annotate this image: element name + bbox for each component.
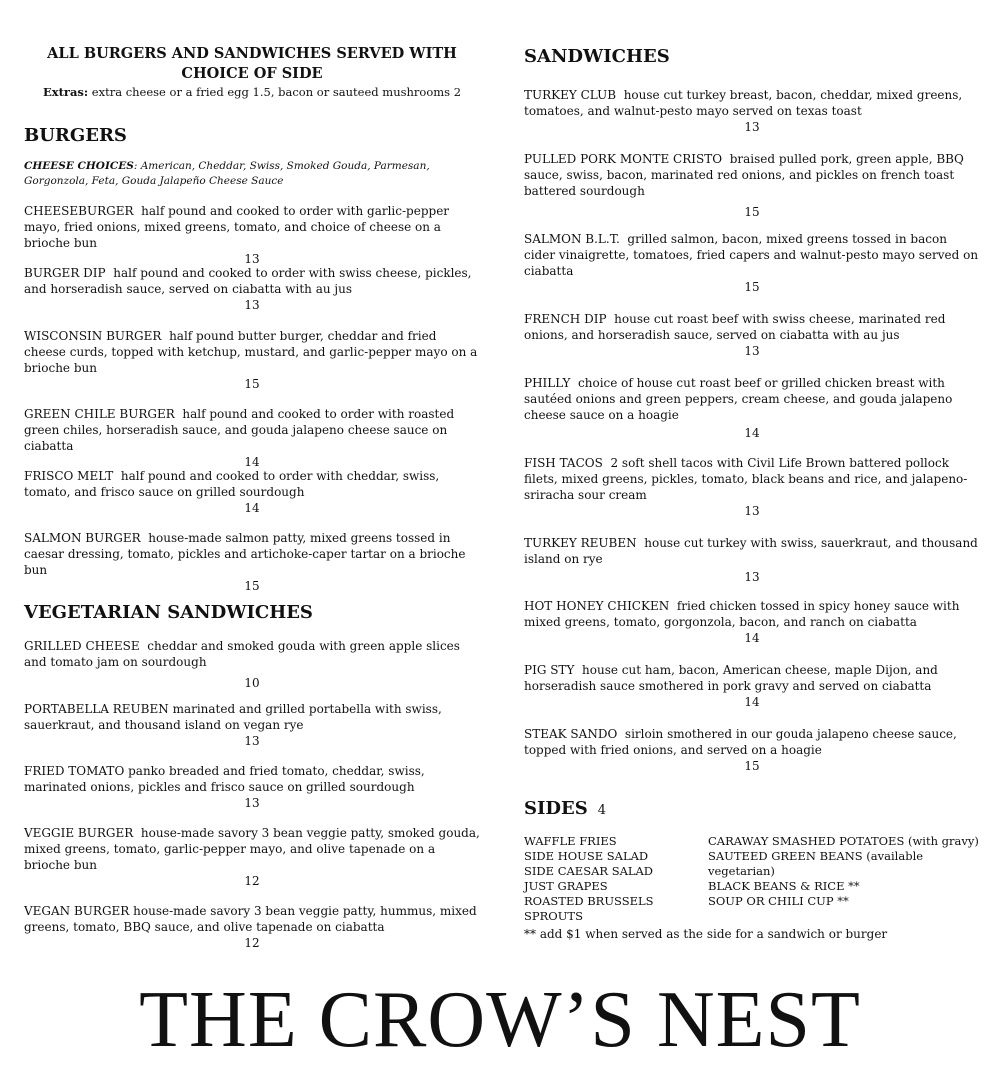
item-price: 14 [244, 455, 260, 469]
menu-item-cheeseburger [24, 203, 480, 267]
extras-line [24, 84, 480, 100]
menu-item-pulled-pork-monte-cristo [524, 151, 980, 220]
item-price: 15 [244, 377, 260, 391]
item-price: 13 [744, 344, 760, 358]
item-desc: half pound butter burger, cheddar and fried cheese curds, topped with ketchup, mustard, and garlic-pepper mayo on a brioche bun [24, 329, 478, 375]
item-price: 14 [744, 695, 760, 709]
burgers-title: BURGERS [24, 125, 127, 146]
item-desc: house cut turkey with swiss, sauerkraut, and thousand island on rye [524, 536, 978, 566]
item-price: 13 [244, 298, 260, 312]
item-price: 15 [244, 579, 260, 593]
item-price: 12 [244, 936, 260, 950]
sides-note: ** add $1 when served as the side for a sandwich or burger [524, 927, 888, 941]
item-price: 12 [244, 874, 260, 888]
sides-list-left [524, 834, 704, 924]
sandwiches-title: SANDWICHES [524, 46, 670, 67]
vegetarian-title: VEGETARIAN SANDWICHES [24, 602, 313, 623]
served-with-header [24, 44, 480, 100]
side-item: WAFFLE FRIES [524, 834, 617, 848]
item-desc: 2 soft shell tacos with Civil Life Brown battered pollock filets, mixed greens, pickles, tomato, black beans and rice, and jalapeno-sriracha sour cream [524, 456, 968, 502]
menu-item-hot-honey-chicken [524, 598, 980, 646]
item-price: 13 [744, 570, 760, 584]
menu-item-frisco-melt [24, 468, 480, 516]
menu-item-philly [524, 375, 980, 441]
menu-item-vegan-burger [24, 903, 480, 951]
item-name: PORTABELLA REUBEN [24, 702, 169, 716]
item-name: PIG STY [524, 663, 575, 677]
extras-text: extra cheese or a fried egg 1.5, bacon or sauteed mushrooms 2 [88, 85, 462, 99]
item-name: VEGGIE BURGER [24, 826, 134, 840]
menu-item-veggie-burger [24, 825, 480, 889]
side-item: ROASTED BRUSSELS SPROUTS [524, 894, 654, 923]
item-price: 10 [244, 676, 260, 690]
item-desc: half pound and cooked to order with cheddar, swiss, tomato, and frisco sauce on grilled sourdough [24, 469, 440, 499]
item-desc: sirloin smothered in our gouda jalapeno cheese sauce, topped with fried onions, and served on a hoagie [524, 727, 957, 757]
item-name: WISCONSIN BURGER [24, 329, 162, 343]
menu-item-burger-dip [24, 265, 480, 313]
item-desc: house-made savory 3 bean veggie patty, smoked gouda, mixed greens, tomato, garlic-pepper mayo, and olive tapenade on a brioche bun [24, 826, 480, 872]
item-name: SALMON B.L.T. [524, 232, 620, 246]
menu-item-portabella-reuben [24, 701, 480, 749]
item-name: GRILLED CHEESE [24, 639, 140, 653]
item-price: 15 [744, 205, 760, 219]
side-item: SIDE CAESAR SALAD [524, 864, 654, 878]
item-desc: fried chicken tossed in spicy honey sauce with mixed greens, tomato, gorgonzola, bacon, and ranch on ciabatta [524, 599, 960, 629]
menu-item-grilled-cheese [24, 638, 480, 691]
item-desc: house-made savory 3 bean veggie patty, hummus, mixed greens, tomato, BBQ sauce, and olive tapenade on ciabatta [24, 904, 477, 934]
item-price: 13 [244, 796, 260, 810]
item-name: FRIED TOMATO [24, 764, 125, 778]
item-price: 14 [744, 426, 760, 440]
item-price: 15 [744, 280, 760, 294]
side-item: JUST GRAPES [524, 879, 608, 893]
cheese-choices [24, 159, 480, 189]
cheese-choices-label: CHEESE CHOICES [24, 160, 134, 172]
extras-label: Extras: [42, 85, 89, 99]
item-name: VEGAN BURGER [24, 904, 130, 918]
menu-item-pig-sty [524, 662, 980, 710]
item-name: TURKEY CLUB [524, 88, 617, 102]
item-desc: cheddar and smoked gouda with green apple slices and tomato jam on sourdough [24, 639, 460, 669]
header-line-1: ALL BURGERS AND SANDWICHES SERVED WITH [47, 45, 457, 62]
item-name: PHILLY [524, 376, 571, 390]
header-line-2: CHOICE OF SIDE [181, 65, 323, 82]
side-item: CARAWAY SMASHED POTATOES (with gravy) [708, 834, 979, 848]
item-name: FRISCO MELT [24, 469, 114, 483]
item-desc: house cut ham, bacon, American cheese, maple Dijon, and horseradish sauce smothered in pork gravy and served on ciabatta [524, 663, 938, 693]
menu-item-green-chile-burger [24, 406, 480, 470]
item-desc: marinated and grilled portabella with swiss, sauerkraut, and thousand island on vegan rye [24, 702, 442, 732]
side-item: SIDE HOUSE SALAD [524, 849, 649, 863]
item-desc: half pound and cooked to order with roasted green chiles, horseradish sauce, and gouda jalapeno cheese sauce on ciabatta [24, 407, 455, 453]
item-desc: braised pulled pork, green apple, BBQ sauce, swiss, bacon, marinated red onions, and pickles on french toast battered sourdough [524, 152, 964, 198]
item-price: 13 [744, 120, 760, 134]
menu-item-french-dip [524, 311, 980, 359]
menu-item-fried-tomato [24, 763, 480, 811]
sides-price: 4 [597, 803, 607, 818]
sides-title-text: SIDES [524, 798, 588, 819]
sides-list-right [708, 834, 988, 909]
item-name: TURKEY REUBEN [524, 536, 637, 550]
item-desc: half pound and cooked to order with swiss cheese, pickles, and horseradish sauce, served on ciabatta with au jus [24, 266, 472, 296]
item-desc: house cut turkey breast, bacon, cheddar, mixed greens, tomatoes, and walnut-pesto mayo served on texas toast [524, 88, 963, 118]
menu-item-salmon-burger [24, 530, 480, 594]
menu-item-salmon-blt [524, 231, 980, 295]
item-price: 15 [744, 759, 760, 773]
restaurant-name: THE CROW’S NEST [139, 976, 861, 1064]
item-desc: grilled salmon, bacon, mixed greens tossed in bacon cider vinaigrette, tomatoes, fried capers and walnut-pesto mayo served on ciabatta [524, 232, 979, 278]
sides-title [524, 798, 606, 819]
item-price: 13 [244, 734, 260, 748]
menu-item-fish-tacos [524, 455, 980, 519]
menu-item-turkey-club [524, 87, 980, 135]
item-price: 13 [244, 252, 260, 266]
menu-item-wisconsin-burger [24, 328, 480, 392]
item-name: BURGER DIP [24, 266, 106, 280]
item-desc: house cut roast beef with swiss cheese, marinated red onions, and horseradish sauce, served on ciabatta with au jus [524, 312, 946, 342]
side-item: SOUP OR CHILI CUP ** [708, 894, 849, 908]
item-name: SALMON BURGER [24, 531, 141, 545]
item-name: FRENCH DIP [524, 312, 607, 326]
side-item: SAUTEED GREEN BEANS (available vegetarian) [708, 849, 924, 878]
item-price: 14 [244, 501, 260, 515]
item-price: 14 [744, 631, 760, 645]
item-desc: house-made salmon patty, mixed greens tossed in caesar dressing, tomato, pickles and artichoke-caper tartar on a brioche bun [24, 531, 466, 577]
item-name: PULLED PORK MONTE CRISTO [524, 152, 723, 166]
item-name: CHEESEBURGER [24, 204, 134, 218]
item-price: 13 [744, 504, 760, 518]
item-desc: panko breaded and fried tomato, cheddar, swiss, marinated onions, pickles and frisco sauce on grilled sourdough [24, 764, 425, 794]
item-name: FISH TACOS [524, 456, 603, 470]
menu-item-steak-sando [524, 726, 980, 774]
item-desc: half pound and cooked to order with garlic-pepper mayo, fried onions, mixed greens, tomato, and choice of cheese on a brioche bun [24, 204, 450, 250]
side-item: BLACK BEANS & RICE ** [708, 879, 860, 893]
item-desc: choice of house cut roast beef or grilled chicken breast with sautéed onions and green peppers, cream cheese, and gouda jalapeno cheese sauce on a hoagie [524, 376, 953, 422]
menu-item-turkey-reuben [524, 535, 980, 585]
item-name: HOT HONEY CHICKEN [524, 599, 670, 613]
item-name: STEAK SANDO [524, 727, 618, 741]
cheese-choices-text: : American, Cheddar, Swiss, Smoked Gouda, Parmesan, Gorgonzola, Feta, Gouda Jalapeño Cheese Sauce [24, 160, 430, 187]
item-name: GREEN CHILE BURGER [24, 407, 175, 421]
